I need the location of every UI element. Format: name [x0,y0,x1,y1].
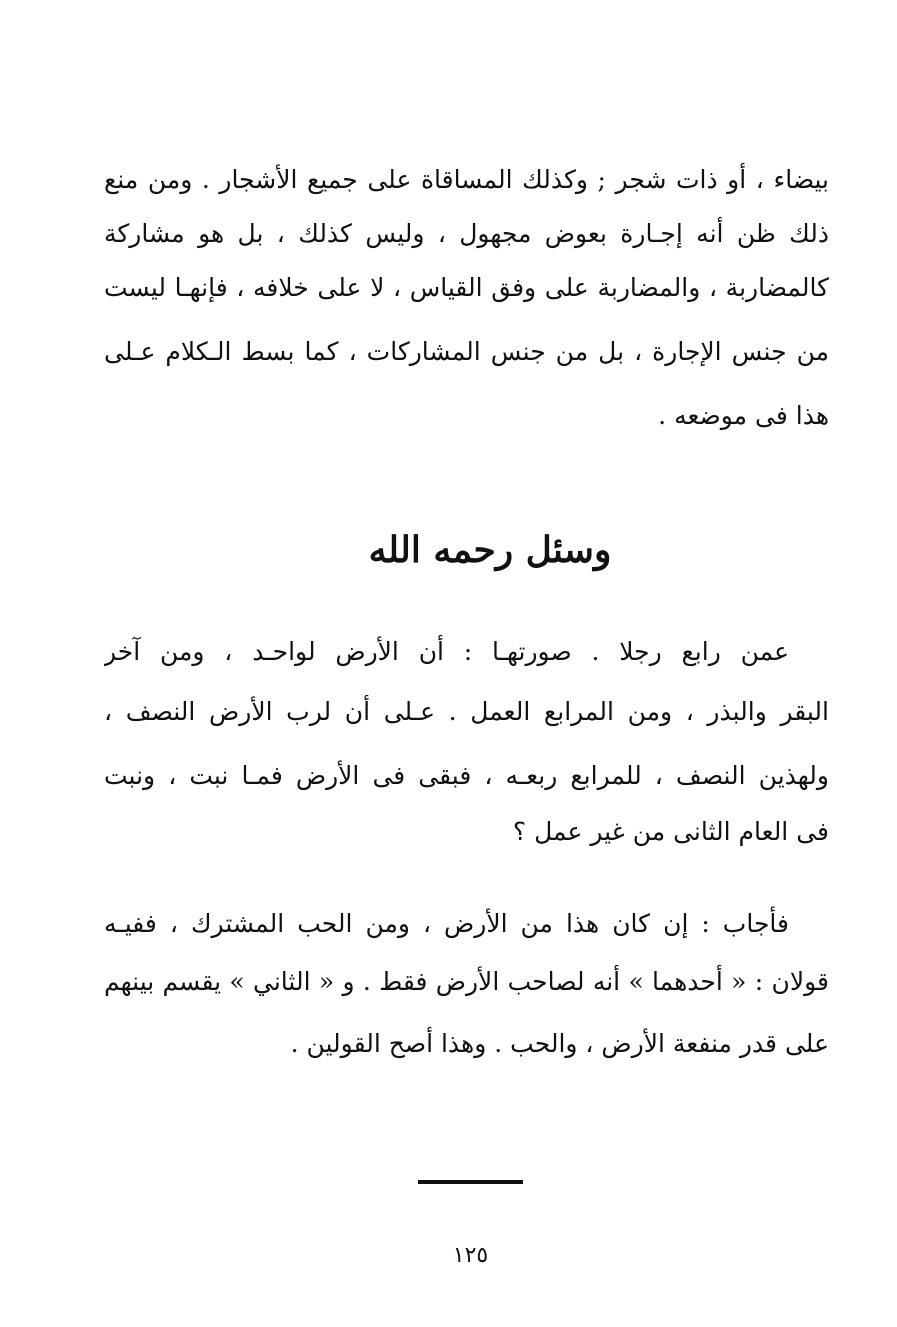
paragraph-1-line-1: بيضاء ، أو ذات شجر ; وكذلك المساقاة على جميع الأشجار . ومن منع [104,165,829,194]
paragraph-1-line-4: من جنس الإجارة ، بل من جنس المشاركات ، كما بسط الـكلام عـلى [104,337,829,366]
paragraph-3-line-1: فأجاب : إن كان هذا من الأرض ، ومن الحب المشترك ، ففيـه [104,909,789,938]
paragraph-3-line-3: على قدر منفعة الأرض ، والحب . وهذا أصح القولين . [290,1029,829,1058]
paragraph-2-line-3: ولهذين النصف ، للمرابع ربعـه ، فبقى فى الأرض فمـا نبت ، ونبت [104,761,829,790]
paragraph-3-line-2: قولان : « أحدهما » أنه لصاحب الأرض فقط . و « الثاني » يقسم بينهم [104,967,829,996]
page-number: ١٢٥ [452,1243,489,1268]
paragraph-1-line-5: هذا فى موضعه . [658,401,829,430]
paragraph-2-line-1: عمن رابع رجلا . صورتهـا : أن الأرض لواحـد ، ومن آخر [104,637,789,666]
paragraph-2-line-2: البقر والبذر ، ومن المرابع العمل . عـلى أن لرب الأرض النصف ، [104,697,829,726]
paragraph-1-line-2: ذلك ظن أنه إجـارة بعوض مجهول ، وليس كذلك ، بل هو مشاركة [104,219,829,248]
paragraph-2-line-4: فى العام الثانى من غير عمل ؟ [512,817,829,846]
section-heading: وسئل رحمه الله [368,529,612,571]
paragraph-1-line-3: كالمضاربة ، والمضاربة على وفق القياس ، لا على خلافه ، فإنهـا ليست [104,273,829,302]
footer-divider [418,1180,523,1184]
